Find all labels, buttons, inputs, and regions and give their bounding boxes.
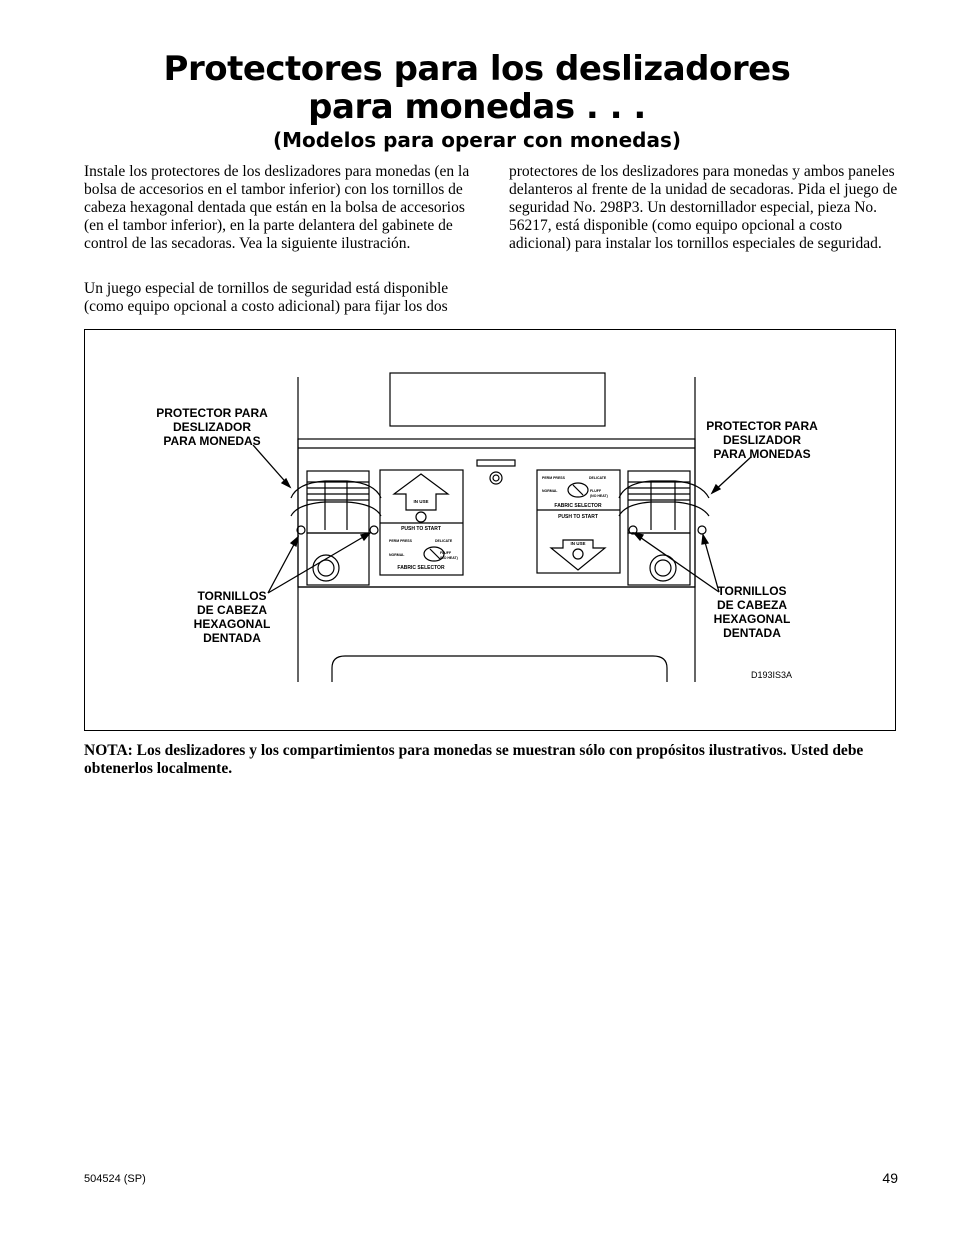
- note-text: NOTA: Los deslizadores y los compartimientos para monedas se muestran sólo con propósitos ilustrativos. Usted debe obtenerlos localmente.: [84, 742, 864, 777]
- paragraph-security-kit-continued: protectores de los deslizadores para monedas y ambos paneles delanteros al frente de la unidad de secadoras. Pida el juego de seguridad No. 298P3. Un destornillador especial, pieza No. 56217, está disponible (como equipo opcional a costo adicional) para instalar los tornillos especiales de seguridad.: [509, 163, 898, 252]
- right-no-heat-label: (NO HEAT): [590, 494, 608, 498]
- page-subtitle: (Modelos para operar con monedas): [272, 128, 682, 152]
- right-fluff-label: FLUFF: [590, 489, 602, 493]
- left-delicate-label: DELICATE: [435, 539, 453, 543]
- right-normal-label: NORMAL: [542, 489, 558, 493]
- figure-code: D193IS3A: [751, 670, 793, 680]
- illustration-frame: [84, 329, 896, 731]
- callout-hex-screws-right: TORNILLOS DE CABEZA HEXAGONAL DENTADA: [713, 584, 791, 640]
- left-no-heat-label: (NO HEAT): [440, 556, 458, 560]
- page-title-line-1: Protectores para los deslizadores: [163, 49, 791, 89]
- callout-coin-slide-guard-right: PROTECTOR PARA DESLIZADOR PARA MONEDAS: [706, 419, 818, 461]
- right-in-use-label: IN USE: [570, 541, 586, 546]
- paragraph-installation: Instale los protectores de los deslizadores para monedas (en la bolsa de accesorios en el tambor inferior) con los tornillos de cabeza hexagonal dentada que están en la bolsa de accesorios (en el tambor inferior), en la parte delantera del gabinete de control de las secadoras. Vea la siguiente ilustración.: [84, 163, 470, 252]
- page-title-line-2: para monedas . . .: [308, 87, 646, 127]
- page-number: 49: [882, 1170, 898, 1186]
- right-delicate-label: DELICATE: [589, 476, 607, 480]
- left-push-to-start-label: PUSH TO START: [401, 526, 441, 532]
- page-title: [0, 50, 954, 126]
- left-fabric-selector-label: FABRIC SELECTOR: [397, 565, 445, 571]
- callout-hex-screws-left: TORNILLOS DE CABEZA HEXAGONAL DENTADA: [193, 589, 271, 645]
- left-fluff-label: FLUFF: [440, 551, 452, 555]
- left-normal-label: NORMAL: [389, 553, 405, 557]
- document-number: 504524 (SP): [84, 1173, 146, 1185]
- right-perm-press-label: PERM PRESS: [542, 476, 565, 480]
- left-in-use-label: IN USE: [413, 499, 429, 504]
- right-fabric-selector-label: FABRIC SELECTOR: [554, 503, 602, 509]
- right-push-to-start-label: PUSH TO START: [558, 514, 598, 520]
- callout-coin-slide-guard-left: PROTECTOR PARA DESLIZADOR PARA MONEDAS: [156, 406, 268, 448]
- left-perm-press-label: PERM PRESS: [389, 539, 412, 543]
- paragraph-security-kit: Un juego especial de tornillos de seguridad está disponible (como equipo opcional a costo adicional) para fijar los dos: [84, 280, 449, 315]
